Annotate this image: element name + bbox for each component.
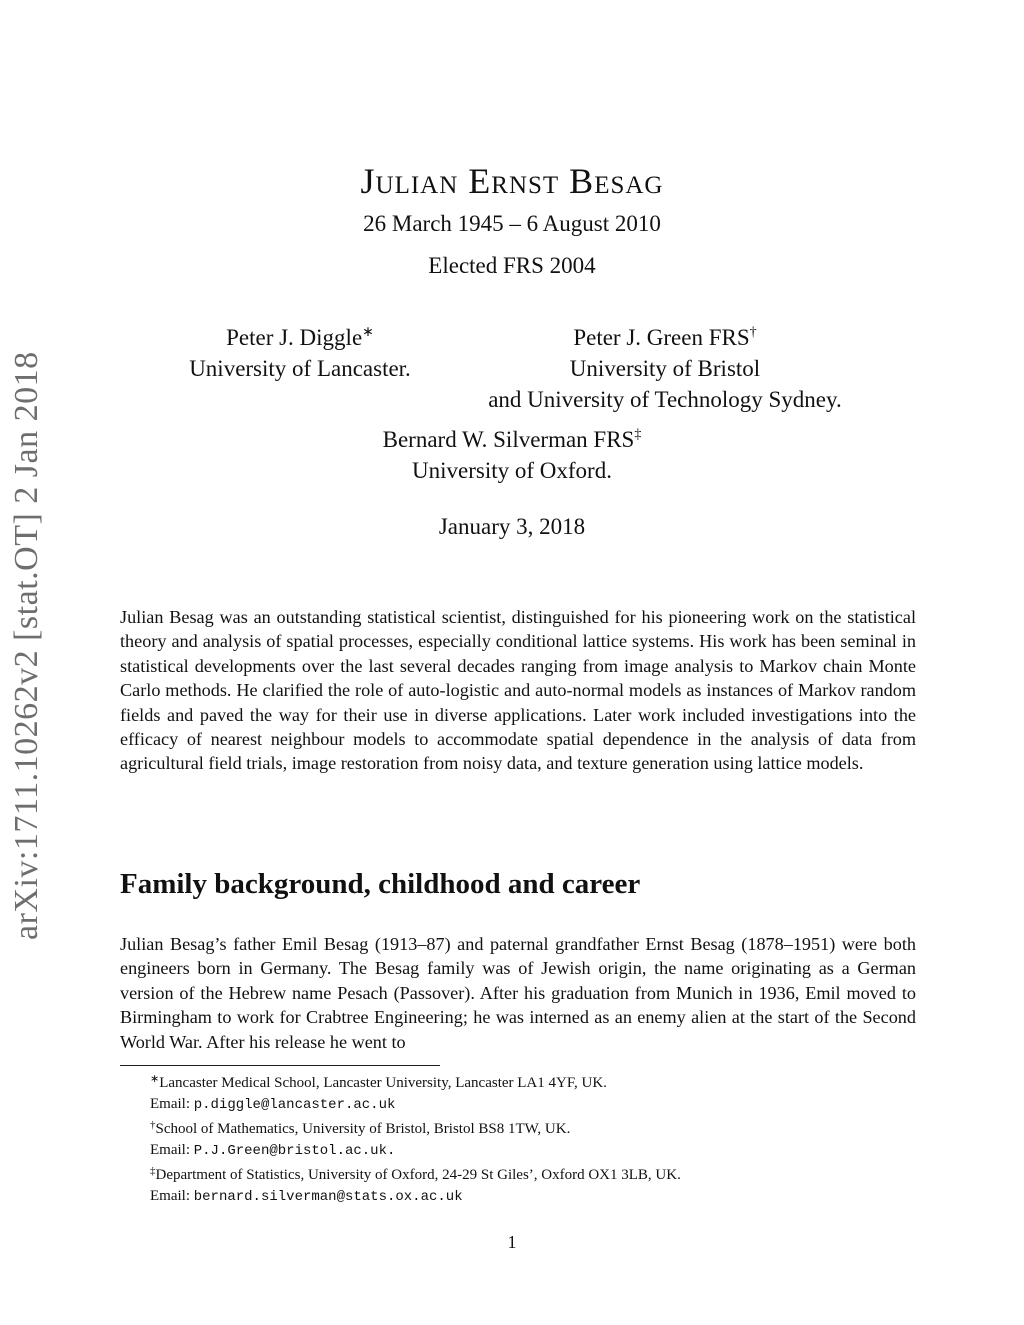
- author-affiliation: University of Lancaster.: [189, 356, 411, 381]
- page-number: 1: [507, 1232, 517, 1252]
- footnote-mark: ‡: [150, 1165, 156, 1177]
- email-label: Email:: [150, 1095, 190, 1112]
- footnote-rule: [120, 1065, 440, 1066]
- author-silverman: [0, 424, 1024, 486]
- email-label: Email:: [150, 1187, 190, 1204]
- email-link[interactable]: p.diggle@lancaster.ac.uk: [193, 1096, 396, 1113]
- footnote-mark: ∗: [150, 1073, 160, 1085]
- footnote-mark: †: [150, 1119, 156, 1131]
- footnote-email-line: [120, 1186, 880, 1208]
- section-paragraph: Julian Besag’s father Emil Besag (1913–87) and paternal grandfather Ernst Besag (1878–1951) were both engineers born in Germany. The Besag family was of Jewish origin, the name originating as a German version of the Hebrew name Pesach (Passover). After his graduation from Munich in 1936, Emil moved to Birmingham to work for Crabtree Engineering; he was interned as an enemy alien at the start of the Second World War. After his release he went to: [120, 934, 916, 1052]
- life-dates: 26 March 1945 – 6 August 2010: [363, 211, 661, 236]
- author-diggle: [160, 322, 440, 384]
- footnote-address-text: School of Mathematics, University of Bristol, Bristol BS8 1TW, UK.: [155, 1121, 571, 1137]
- footnote-email-line: [120, 1140, 880, 1162]
- author-name: Bernard W. Silverman FRS: [382, 427, 635, 452]
- abstract-text: Julian Besag was an outstanding statistical scientist, distinguished for his pioneering work on the statistical theory and analysis of spatial processes, especially conditional lattice systems. His work has been seminal in statistical developments over the last several decades ranging from image analysis to Markov chain Monte Carlo methods. He clarified the role of auto-logistic and auto-normal models as instances of Markov random fields and paved the way for their use in diverse applications. Later work included investigations into the efficacy of nearest neighbour models to accommodate spatial dependence in the analysis of data from agricultural field trials, image restoration from noisy data, and texture generation using lattice models.: [120, 607, 916, 774]
- author-affiliation: University of Bristol: [569, 356, 761, 381]
- footnote-address: [120, 1069, 880, 1094]
- paper-date: January 3, 2018: [438, 514, 586, 539]
- email-link[interactable]: P.J.Green@bristol.ac.uk.: [193, 1142, 396, 1159]
- footnote-address-text: Department of Statistics, University of Oxford, 24-29 St Giles’, Oxford OX1 3LB, UK.: [155, 1167, 681, 1183]
- email-link[interactable]: bernard.silverman@stats.ox.ac.uk: [193, 1188, 463, 1205]
- arxiv-identifier: arXiv:1711.10262v2 [stat.OT] 2 Jan 2018: [8, 351, 45, 940]
- footnote-address: [120, 1161, 880, 1186]
- footnote-address: [120, 1115, 880, 1140]
- footnote-mark: ∗: [362, 325, 374, 340]
- author-affiliation-2: and University of Technology Sydney.: [488, 387, 842, 412]
- author-name: Peter J. Diggle: [226, 325, 363, 350]
- author-name: Peter J. Green FRS: [573, 325, 750, 350]
- paper-title: Julian Ernst Besag: [360, 161, 664, 201]
- footnote-mark: †: [749, 325, 757, 340]
- footnotes: [120, 1069, 880, 1207]
- footnote-mark: ‡: [634, 427, 642, 442]
- section-heading: Family background, childhood and career: [120, 868, 641, 900]
- author-green: [440, 322, 890, 415]
- footnote-address-text: Lancaster Medical School, Lancaster University, Lancaster LA1 4YF, UK.: [159, 1075, 607, 1091]
- footnote-email-line: [120, 1094, 880, 1116]
- author-affiliation: University of Oxford.: [412, 458, 612, 483]
- email-label: Email:: [150, 1141, 190, 1158]
- elected-frs: Elected FRS 2004: [428, 253, 596, 278]
